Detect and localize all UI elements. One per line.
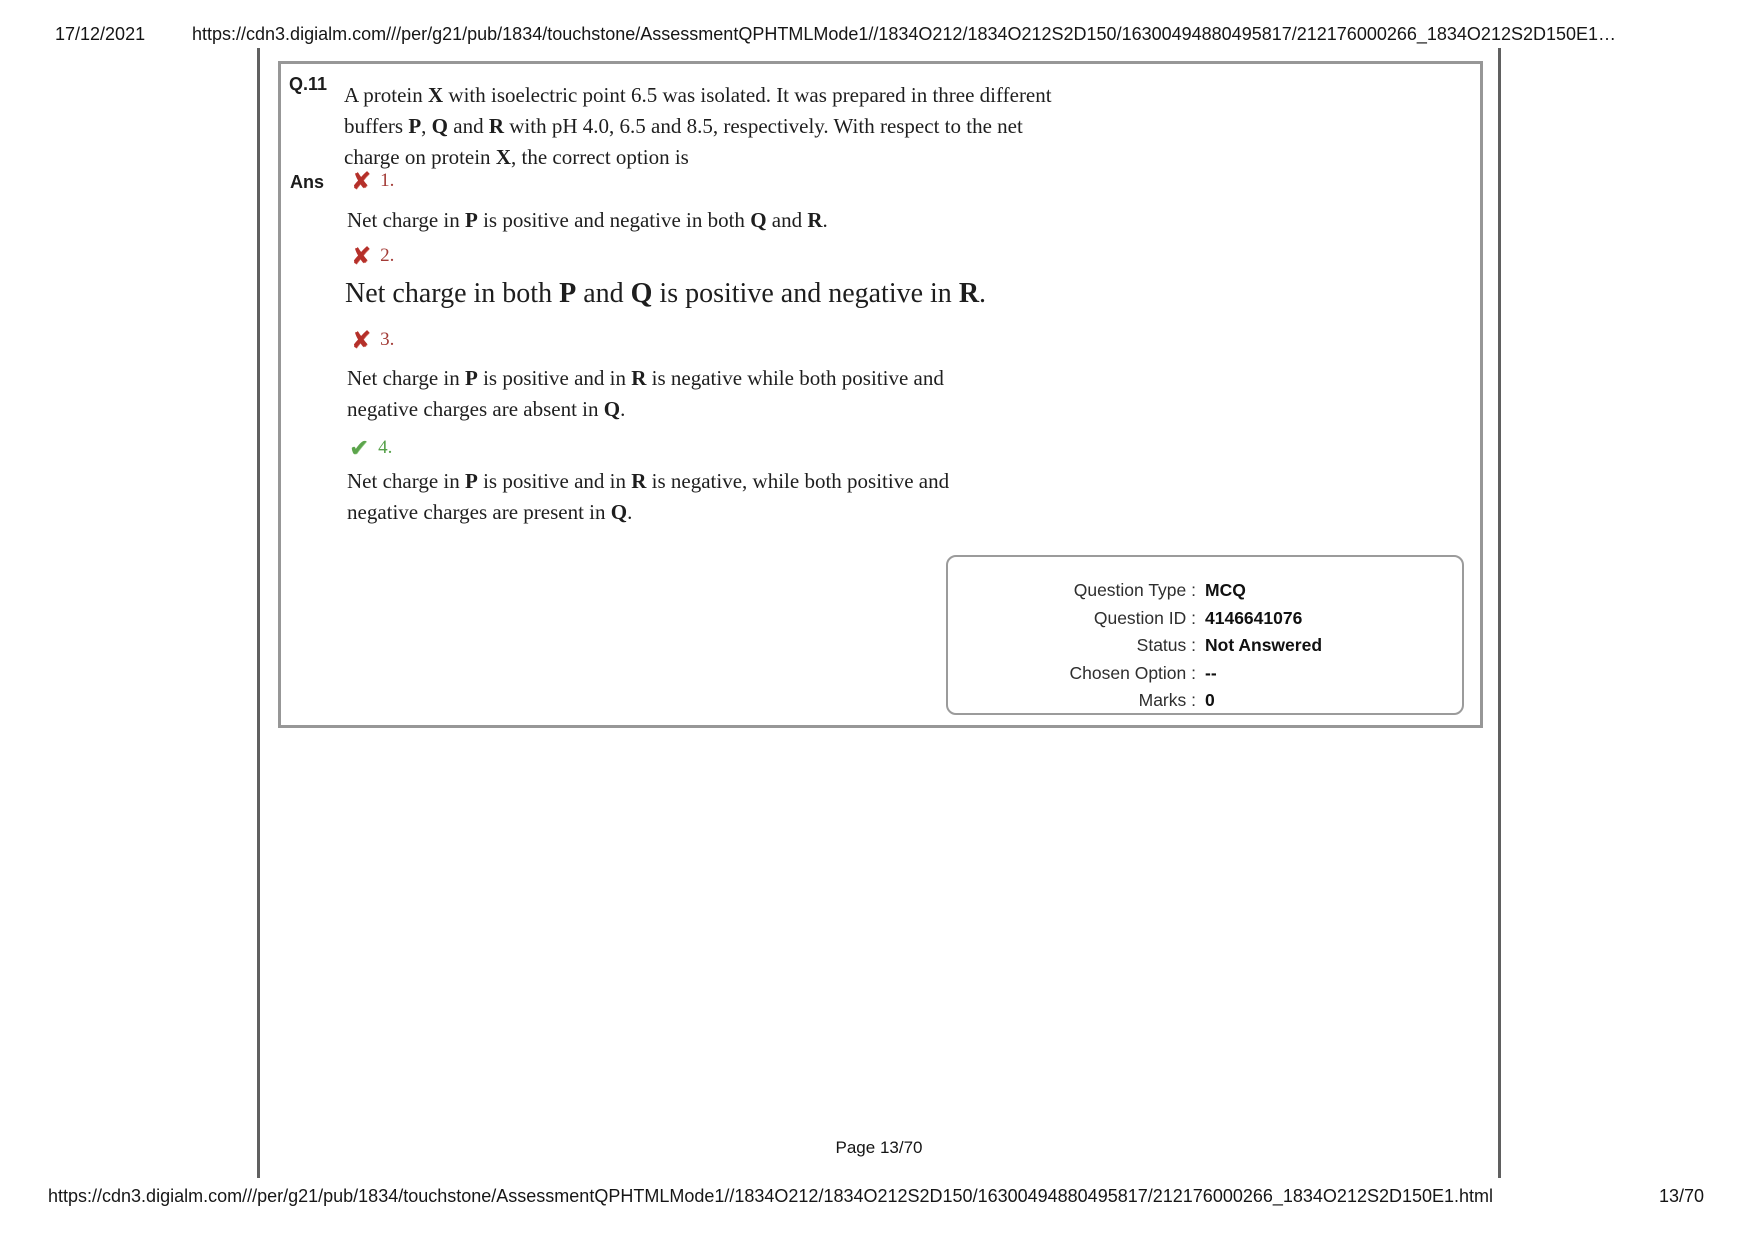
info-row-chosen-option	[948, 660, 1462, 688]
info-label: Question Type :	[1073, 580, 1196, 600]
left-margin-rule	[257, 48, 260, 1178]
option-2-header	[351, 244, 394, 268]
info-row-question-type	[948, 577, 1462, 605]
header-url: https://cdn3.digialm.com///per/g21/pub/1834/touchstone/AssessmentQPHTMLMode1//1834O212/1834O212S2D150/16300494880495817/212176000266_1834O212S2D150E1…	[192, 24, 1617, 44]
question-panel	[278, 61, 1483, 728]
cross-icon: ✘	[351, 326, 372, 354]
info-value: 0	[1205, 690, 1215, 710]
option-2-text: Net charge in both P and Q is positive and negative in R.	[345, 278, 987, 309]
page-indicator: Page 13/70	[835, 1138, 923, 1157]
footer-url: https://cdn3.digialm.com///per/g21/pub/1834/touchstone/AssessmentQPHTMLMode1//1834O212/1834O212S2D150/16300494880495817/212176000266_1834O212S2D150E1.html	[48, 1186, 1494, 1206]
info-row-question-id	[948, 605, 1462, 633]
option-3-header	[351, 328, 394, 352]
header-date: 17/12/2021	[55, 24, 146, 44]
info-label: Status :	[1136, 635, 1196, 655]
question-text: A protein X with isoelectric point 6.5 was isolated. It was prepared in three different buffers P, Q and R with pH 4.0, 6.5 and 8.5, respectively. With respect to the net charge on protein X, the correct option is	[344, 83, 1052, 169]
info-value: MCQ	[1205, 580, 1246, 600]
check-icon: ✔	[349, 434, 370, 462]
option-3-text: Net charge in P is positive and in R is negative while both positive and negative charges are absent in Q.	[347, 366, 944, 421]
question-info-box	[946, 555, 1464, 715]
option-3-number: 3.	[380, 329, 395, 350]
footer-page-number: 13/70	[1658, 1186, 1704, 1206]
question-number: Q.11	[289, 74, 328, 94]
info-value: Not Answered	[1205, 635, 1323, 655]
info-label: Marks :	[1138, 690, 1196, 710]
info-label: Question ID :	[1093, 607, 1196, 628]
info-row-status	[948, 632, 1462, 660]
answer-label: Ans	[290, 172, 325, 192]
option-1-text: Net charge in P is positive and negative in both Q and R.	[347, 208, 828, 232]
info-label: Chosen Option :	[1069, 662, 1196, 683]
info-value: --	[1205, 662, 1217, 683]
option-1-number: 1.	[380, 170, 395, 191]
cross-icon: ✘	[351, 167, 372, 195]
option-2-number: 2.	[380, 245, 395, 266]
right-margin-rule	[1498, 48, 1501, 1178]
option-4-text: Net charge in P is positive and in R is negative, while both positive and negative charges are present in Q.	[347, 469, 950, 524]
option-4-number: 4.	[378, 437, 393, 458]
info-row-marks	[948, 687, 1462, 715]
cross-icon: ✘	[351, 242, 372, 270]
option-4-header	[349, 436, 392, 460]
option-1-header	[351, 169, 394, 193]
info-value: 4146641076	[1205, 607, 1303, 628]
